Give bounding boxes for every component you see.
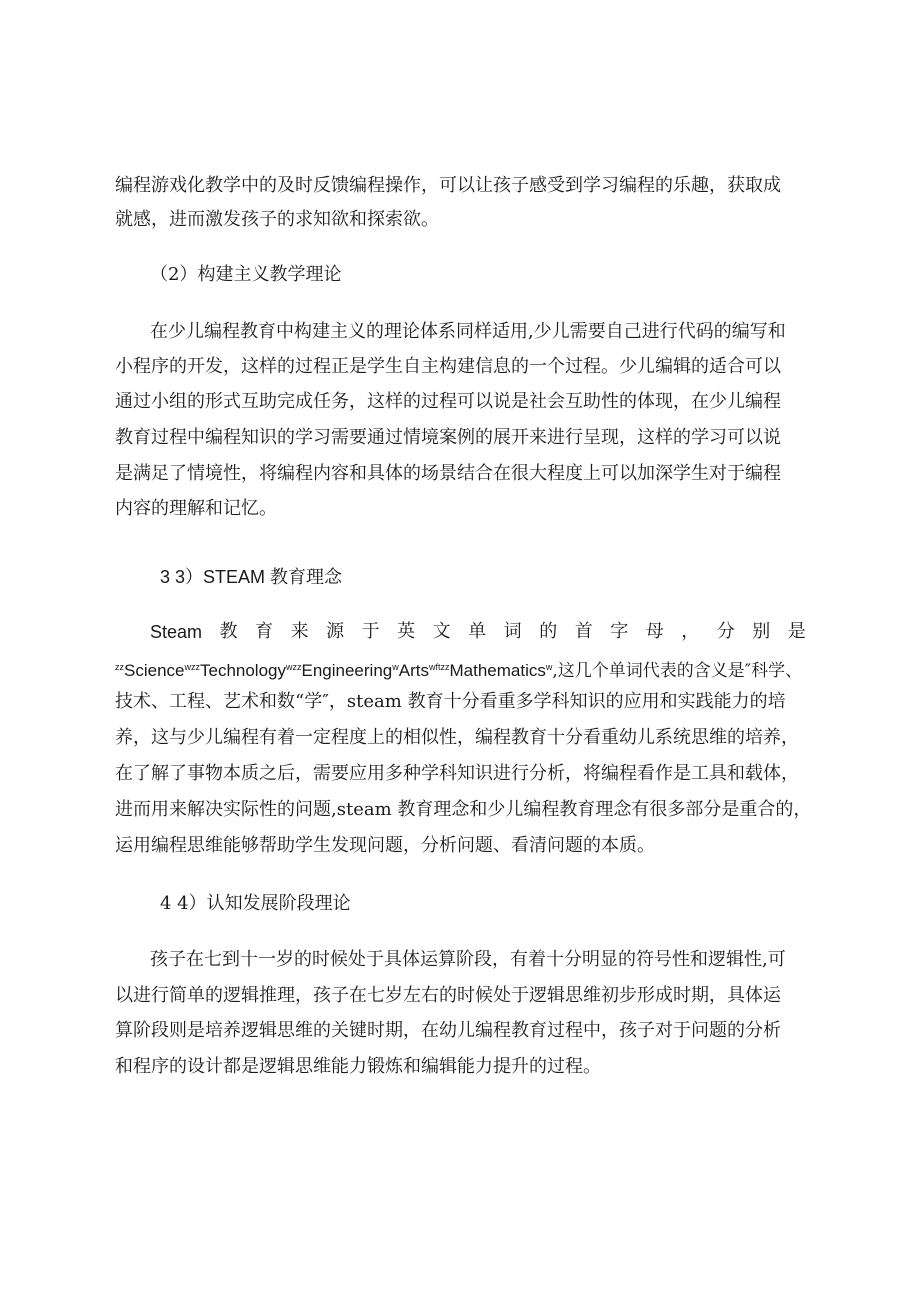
paragraph-3-line-5: 在了解了事物本质之后，需要应用多种学科知识进行分析，将编程看作是工具和载体， [115, 763, 799, 784]
paragraph-2-line-6: 内容的理解和记忆。 [115, 498, 277, 519]
term-mathematics: Mathematics [449, 661, 546, 680]
section-heading-steam [160, 565, 342, 590]
word-token: 于 [361, 621, 380, 642]
paragraph-3-line-6: 进而用来解决实际性的问题,steam 教育理念和少儿编程教育理念有很多部分是重合的， [115, 799, 812, 820]
paragraph-3-line-3: 技术、工程、艺术和数“学″，steam 教育十分看重多学科知识的应用和实践能力的培 [115, 691, 786, 712]
word-token: 的 [539, 621, 558, 642]
quote-mark: w [392, 662, 399, 672]
paragraph-4-line-1: 孩子在七到十一岁的时候处于具体运算阶段，有着十分明显的符号性和逻辑性,可 [150, 949, 786, 970]
paragraph-1-line-2: 就感，进而激发孩子的求知欲和探索欲。 [115, 209, 439, 230]
term-engineering: Engineering [301, 661, 393, 680]
paragraph-4-line-3: 算阶段则是培养逻辑思维的关键时期，在幼儿编程教育过程中，孩子对于问题的分析 [115, 1020, 781, 1041]
quote-mark: wftzz [428, 662, 450, 672]
paragraph-4-line-2: 以进行简单的逻辑推理，孩子在七岁左右的时候处于逻辑思维初步形成时期，具体运 [115, 985, 781, 1006]
term-arts: Arts [398, 661, 429, 680]
word-token: 源 [326, 621, 345, 642]
section-heading-cognitive-development: 4 4）认知发展阶段理论 [160, 893, 351, 914]
paragraph-2-line-3: 通过小组的形式互助完成任务，这样的过程可以说是社会互助性的体现，在少儿编程 [115, 391, 781, 412]
quote-mark: w [545, 662, 553, 672]
word-token: 分 [716, 621, 735, 642]
paragraph-1-line-1: 编程游戏化教学中的及时反馈编程操作，可以让孩子感受到学习编程的乐趣，获取成 [115, 175, 781, 196]
word-token: Steam [150, 622, 203, 642]
word-token: 来 [290, 621, 309, 642]
word-token: 单 [468, 621, 487, 642]
paragraph-3-line-1 [150, 620, 806, 644]
word-token: 英 [397, 621, 416, 642]
word-token: 字 [610, 621, 629, 642]
paragraph-4-line-4: 和程序的设计都是逻辑思维能力锻炼和编辑能力提升的过程。 [115, 1056, 601, 1077]
term-technology: Technology [199, 661, 286, 680]
section-heading-constructivism: （2）构建主义教学理论 [150, 264, 342, 285]
word-token: 是 [787, 621, 806, 642]
paragraph-3-line-7: 运用编程思维能够帮助学生发现问题，分析问题、看清问题的本质。 [115, 835, 655, 856]
word-token: 词 [503, 621, 522, 642]
word-token: 教 [219, 621, 238, 642]
term-science: Science [124, 661, 185, 680]
section-heading-steam-text: 3 3）STEAM 教育理念 [160, 567, 343, 587]
word-token: ， [681, 621, 700, 642]
word-token: 母 [645, 621, 664, 642]
paragraph-2-line-4: 教育过程中编程知识的学习需要通过情境案例的展开来进行呈现，这样的学习可以说 [115, 427, 781, 448]
paragraph-2-line-2: 小程序的开发，这样的过程正是学生自主构建信息的一个过程。少儿编辑的适合可以 [115, 356, 781, 377]
paragraph-3-line-4: 养，这与少儿编程有着一定程度上的相似性，编程教育十分看重幼儿系统思维的培养， [115, 727, 799, 748]
word-token: 育 [255, 621, 274, 642]
word-token: 文 [432, 621, 451, 642]
paragraph-2-line-1: 在少儿编程教育中构建主义的理论体系同样适用,少儿需要自己进行代码的编写和 [150, 321, 786, 342]
paragraph-2-line-5: 是满足了情境性，将编程内容和具体的场景结合在很大程度上可以加深学生对于编程 [115, 463, 781, 484]
quote-mark: zz [115, 662, 124, 672]
word-token: 别 [752, 621, 771, 642]
terms-meaning-text: ,这几个单词代表的含义是″科学、 [552, 661, 803, 681]
paragraph-3-line-2 [115, 655, 802, 683]
quote-mark: wzz [286, 662, 302, 672]
quote-mark: wzz [184, 662, 200, 672]
word-token: 首 [574, 621, 593, 642]
